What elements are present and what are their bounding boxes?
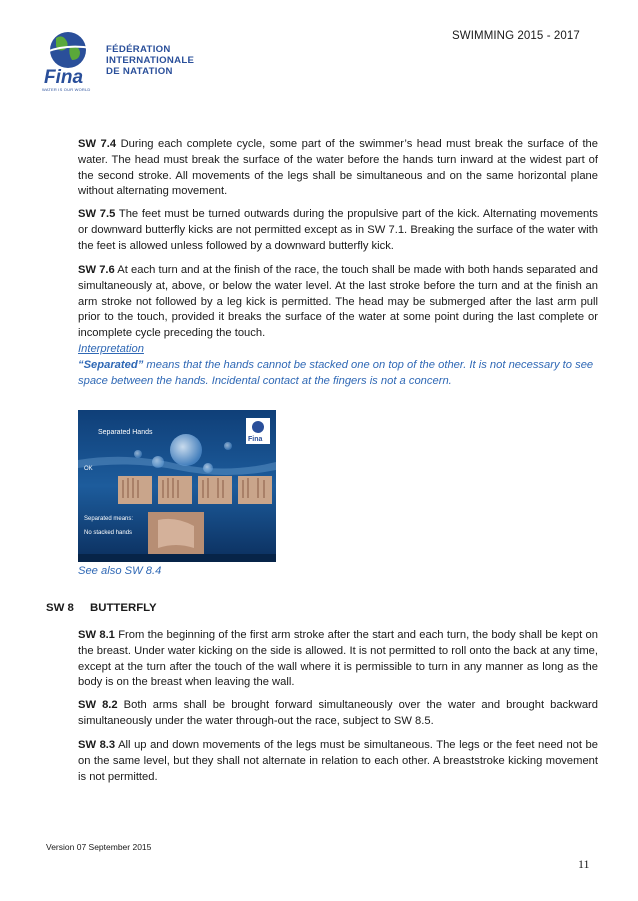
rule-paragraph [78,628,598,691]
photo-title: Separated Hands [98,429,153,436]
photo-separated-label: Separated means: [84,516,134,522]
interpretation-term: “Separated” [78,358,144,371]
rule-text: During each complete cycle, some part of the swimmer’s head must break the surface of the water. The head must break the surface of the water before the hands turn inward at the widest part of the second stroke. All movements of the legs shall be simultaneous and on the same horizontal plane without alternating movement. [78,138,599,198]
running-header: SWIMMING 2015 - 2017 [452,30,580,42]
photo-no-stacked-label: No stacked hands [84,530,133,536]
rule-paragraph [78,738,598,785]
rule-text: All up and down movements of the legs must be simultaneous. The legs or the feet need not be on the same level, but they shall not alternate in relation to each other. A breaststroke kicking movement is not permitted. [78,739,599,783]
federation-name-line: FÉDÉRATION [106,44,171,55]
version-footer: Version 07 September 2015 [46,842,152,852]
rule-text: Both arms shall be brought forward simultaneously over the water and brought backward simultaneously under the water through-out the race, subject to SW 8.5. [78,699,598,727]
interpretation-text: means that the hands cannot be stacked one on top of the other. It is not necessary to see space between the hands. Incidental contact at the fingers is not a concern. [78,358,594,387]
rule-paragraph [78,207,598,254]
see-also-link[interactable]: See also SW 8.4 [78,565,162,577]
logo-tagline: WATER IS OUR WORLD [42,87,91,92]
rule-paragraph [78,137,598,200]
water-bubble [170,434,202,466]
separated-hands-photo [78,410,276,562]
rule-code: SW 7.6 [78,264,115,276]
federation-name-line: DE NATATION [106,66,173,77]
globe-logo-icon [42,28,106,90]
page-number: 11 [578,857,590,871]
rule-paragraph [78,698,598,730]
photo-ok-label: OK [84,466,93,472]
rule-code: SW 7.4 [78,138,117,150]
section-title: BUTTERFLY [90,602,157,614]
rule-code: SW 7.5 [78,208,116,220]
fina-wordmark: Fina [44,67,84,88]
fina-badge-label: Fina [248,436,263,443]
federation-name [106,44,194,77]
rule-code: SW 8.3 [78,739,116,751]
federation-name-line: INTERNATIONALE [106,55,195,66]
section-heading [46,602,157,614]
rule-text: At each turn and at the finish of the race, the touch shall be made with both hands separated and simultaneously at, above, or below the water level. At the last stroke before the turn and at the finish an arm stroke not followed by a leg kick is permitted. The head may be submerged after the last arm pull prior to the touch, provided it breaks the surface of the water at some point during the last complete or incomplete cycle preceding the touch. [78,264,598,340]
rule-text: From the beginning of the first arm stroke after the start and each turn, the body shall be kept on the breast. Under water kicking on the side is allowed. It is not permitted to roll onto the back at any time, except at the turn after the touch of the wall where it is permissible to turn in any manner as long as the body is on the breast when leaving the wall. [78,629,599,689]
section-code: SW 8 [46,602,74,614]
interpretation-heading: Interpretation [78,343,144,355]
interpretation-block [78,342,598,389]
rule-text: The feet must be turned outwards during the propulsive part of the kick. Alternating movements or downward butterfly kicks are not permitted except as in SW 7.1. Breaking the surface of the water with the feet is allowed unless followed by a downward butterfly kick. [78,208,598,252]
rule-code: SW 8.2 [78,699,118,711]
rule-code: SW 8.1 [78,629,115,641]
rule-paragraph [78,263,598,342]
